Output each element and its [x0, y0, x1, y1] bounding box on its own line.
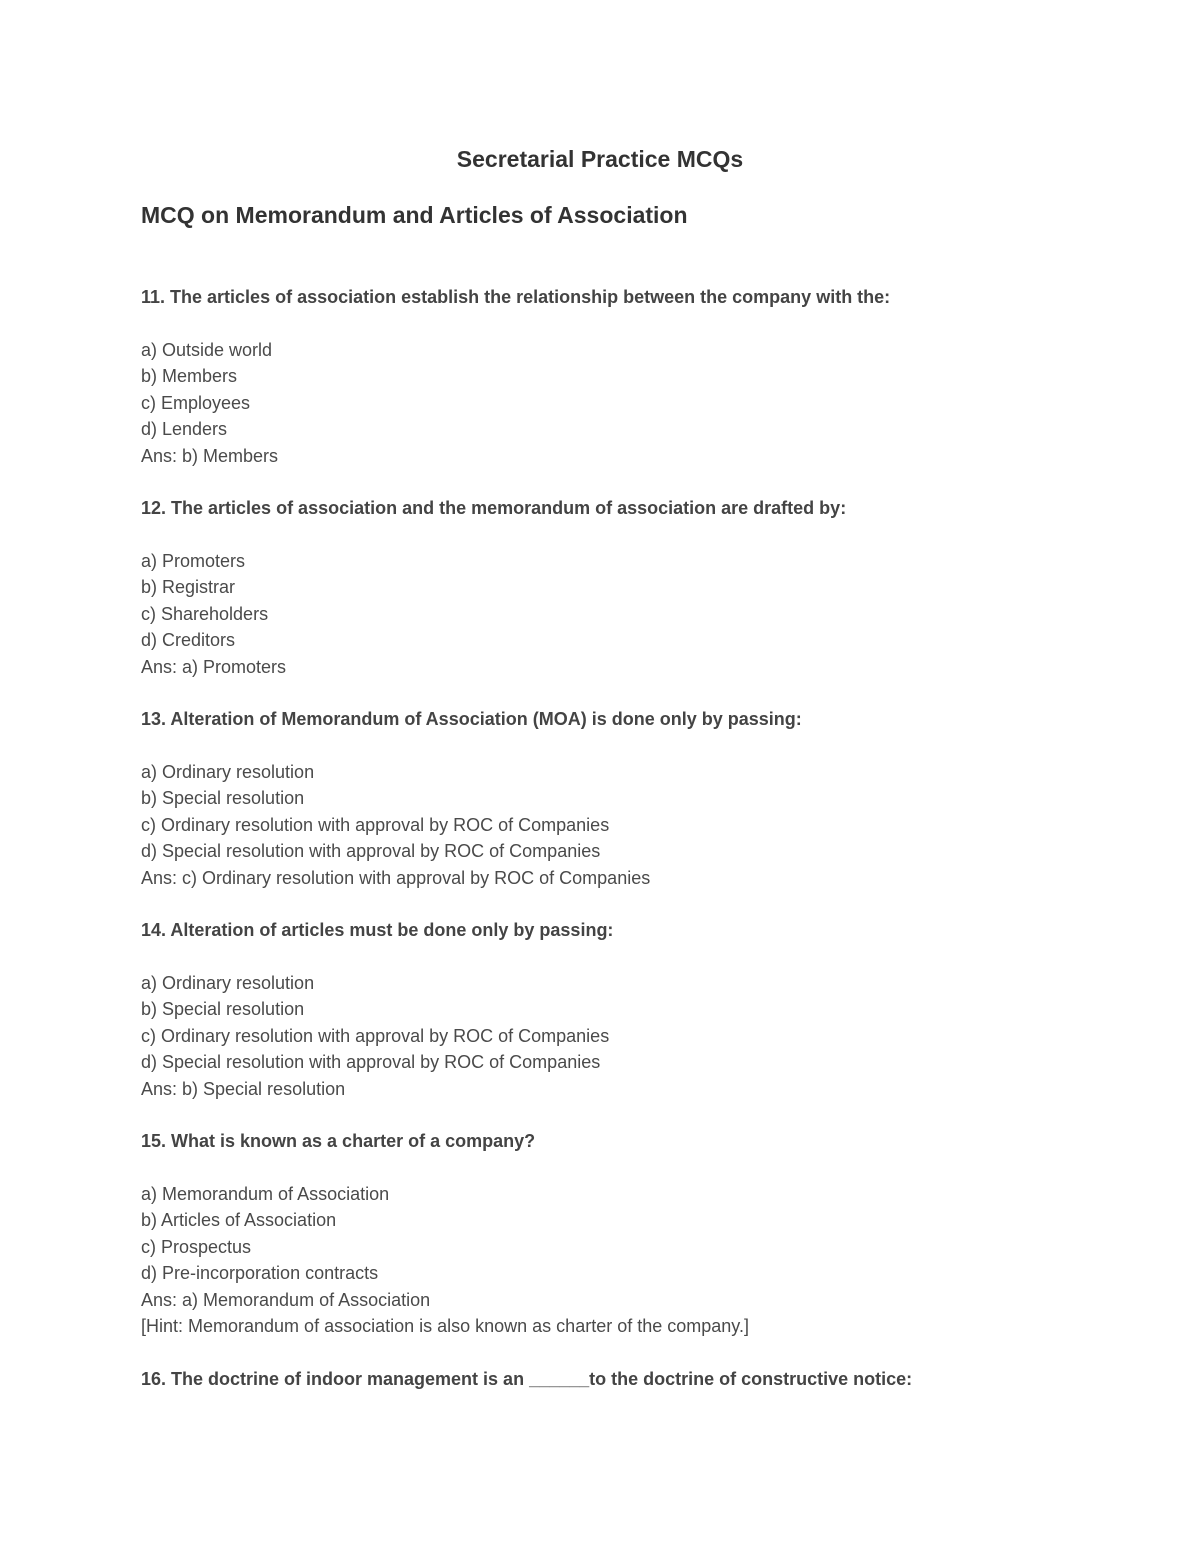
question-text: 16. The doctrine of indoor management is an ______to the doctrine of constructive notice: [141, 1368, 913, 1389]
question-12 [141, 495, 1081, 680]
question-text: 14. Alteration of articles must be done only by passing: [141, 920, 614, 940]
option-d: d) Special resolution with approval by ROC of Companies [141, 841, 601, 861]
option-c: c) Ordinary resolution with approval by ROC of Companies [141, 814, 610, 835]
option-a: a) Ordinary resolution [141, 972, 315, 993]
option-b: b) Registrar [141, 577, 236, 597]
answer: Ans: b) Special resolution [141, 1078, 346, 1099]
question-13 [141, 706, 1081, 891]
option-a: a) Outside world [141, 339, 273, 360]
option-b: b) Special resolution [141, 788, 305, 808]
answer: Ans: c) Ordinary resolution with approval by ROC of Companies [141, 867, 651, 888]
option-d: d) Creditors [141, 630, 236, 650]
hint: [Hint: Memorandum of association is also known as charter of the company.] [141, 1316, 749, 1336]
option-a: a) Ordinary resolution [141, 761, 315, 782]
question-list [141, 284, 1081, 1418]
document-title: Secretarial Practice MCQs [456, 146, 744, 172]
question-text: 13. Alteration of Memorandum of Association (MOA) is done only by passing: [141, 709, 802, 729]
answer: Ans: a) Memorandum of Association [141, 1289, 431, 1310]
option-d: d) Lenders [141, 419, 228, 439]
section-title: MCQ on Memorandum and Articles of Association [141, 202, 688, 228]
option-a: a) Promoters [141, 550, 246, 571]
option-c: c) Shareholders [141, 603, 269, 624]
question-11 [141, 284, 1081, 469]
option-a: a) Memorandum of Association [141, 1183, 390, 1204]
option-list [141, 1181, 1081, 1287]
option-c: c) Prospectus [141, 1236, 252, 1257]
question-16 [141, 1366, 1081, 1393]
option-b: b) Articles of Association [141, 1210, 337, 1230]
option-b: b) Members [141, 366, 238, 386]
option-list [141, 337, 1081, 443]
option-b: b) Special resolution [141, 999, 305, 1019]
option-c: c) Employees [141, 392, 251, 413]
option-list [141, 970, 1081, 1076]
answer: Ans: b) Members [141, 445, 279, 466]
option-list [141, 759, 1081, 865]
question-text: 12. The articles of association and the memorandum of association are drafted by: [141, 498, 847, 518]
option-c: c) Ordinary resolution with approval by ROC of Companies [141, 1025, 610, 1046]
option-list [141, 548, 1081, 654]
question-15 [141, 1128, 1081, 1340]
option-d: d) Pre-incorporation contracts [141, 1263, 379, 1283]
option-d: d) Special resolution with approval by ROC of Companies [141, 1052, 601, 1072]
answer: Ans: a) Promoters [141, 656, 287, 677]
question-14 [141, 917, 1081, 1102]
question-text: 15. What is known as a charter of a company? [141, 1131, 536, 1151]
question-text: 11. The articles of association establish the relationship between the company with the: [141, 287, 891, 307]
